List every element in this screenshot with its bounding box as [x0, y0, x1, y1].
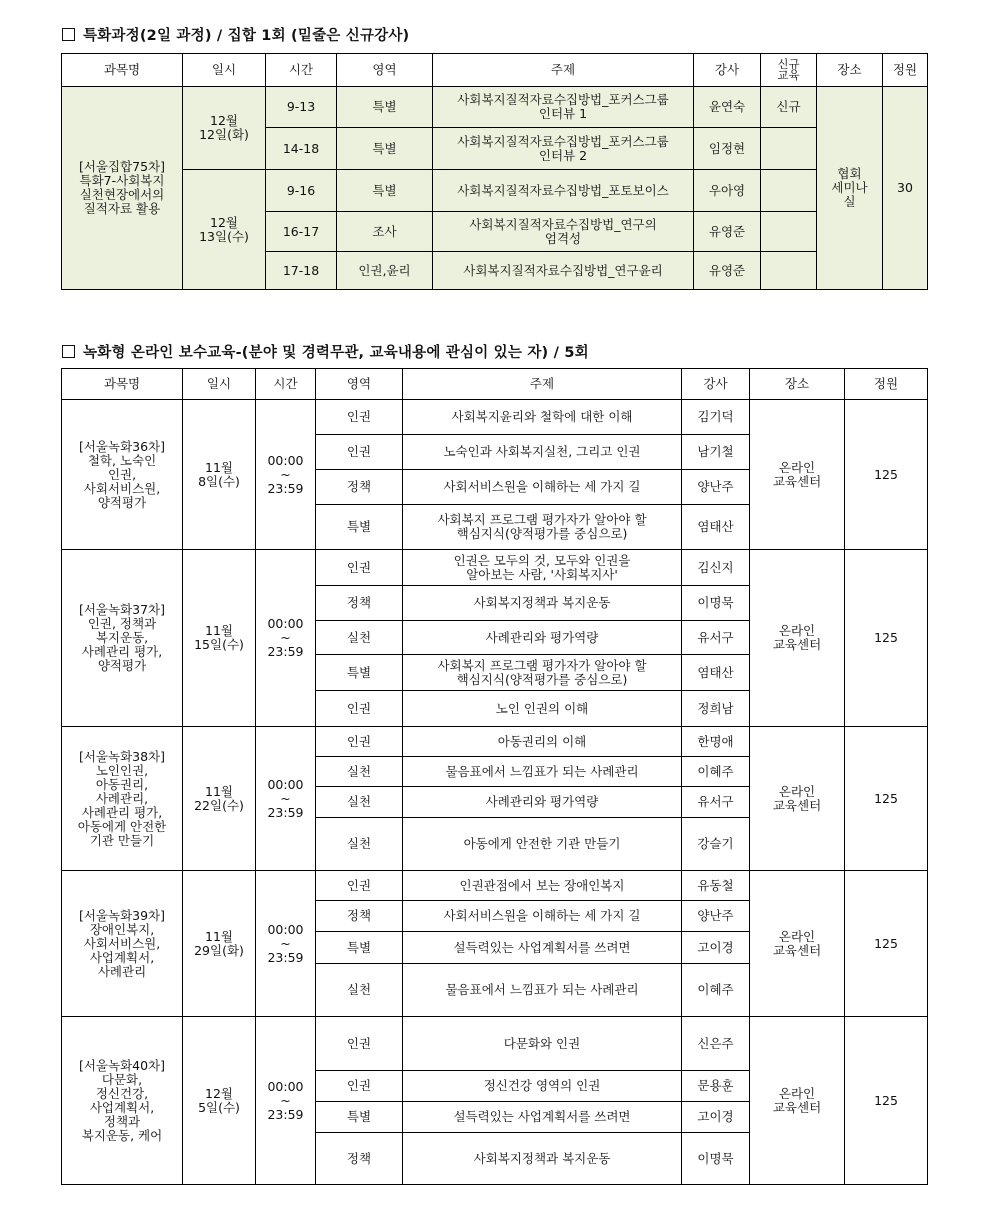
section2-title-text: 녹화형 온라인 보수교육-(분야 및 경력무관, 교육내용에 관심이 있는 자) / 5회 [83, 345, 589, 361]
place-cell: 온라인 교육센터 [750, 871, 845, 1017]
area-cell: 정책 [316, 470, 403, 505]
topic-cell: 사례관리와 평가역량 [403, 621, 682, 655]
topic-cell: 사회복지질적자료수집방법_포커스그룹 인터뷰 1 [433, 87, 694, 128]
special-course-table [61, 53, 928, 290]
time-cell: 16-17 [266, 212, 337, 252]
new-cell [761, 252, 817, 290]
header-new: 신규 교육 [761, 54, 817, 87]
place-cell: 온라인 교육센터 [750, 1017, 845, 1185]
new-cell [761, 170, 817, 212]
header-instructor: 강사 [682, 369, 750, 400]
area-cell: 조사 [337, 212, 433, 252]
place-cell: 온라인 교육센터 [750, 550, 845, 727]
area-cell: 특별 [337, 128, 433, 170]
topic-cell: 인권관점에서 보는 장애인복지 [403, 871, 682, 901]
area-cell: 인권,윤리 [337, 252, 433, 290]
section1-title-text: 특화과정(2일 과정) / 집합 1회 (밑줄은 신규강사) [83, 28, 410, 44]
topic-cell: 사회복지질적자료수집방법_연구윤리 [433, 252, 694, 290]
instructor-cell: 정희남 [682, 691, 750, 727]
topic-cell: 사회복지윤리와 철학에 대한 이해 [403, 400, 682, 435]
date-cell: 11월 15일(수) [183, 550, 256, 727]
course-name: [서울녹화40차] 다문화, 정신건강, 사업계획서, 정책과 복지운동, 케어 [62, 1017, 183, 1185]
topic-cell: 사회복지질적자료수집방법_포토보이스 [433, 170, 694, 212]
table-row [62, 170, 928, 212]
area-cell: 실천 [316, 964, 403, 1017]
area-cell: 특별 [316, 1102, 403, 1133]
topic-cell: 사회서비스원을 이해하는 세 가지 길 [403, 901, 682, 932]
area-cell: 실천 [316, 621, 403, 655]
table-row [62, 871, 928, 901]
checkbox-icon [62, 345, 75, 358]
instructor-cell: 유영준 [694, 252, 761, 290]
header-topic: 주제 [403, 369, 682, 400]
area-cell: 인권 [316, 727, 403, 757]
time-cell: 00:00 ~ 23:59 [256, 400, 316, 550]
date-cell: 12월 12일(화) [183, 87, 266, 170]
topic-cell: 설득력있는 사업계획서를 쓰려면 [403, 1102, 682, 1133]
instructor-cell: 염태산 [682, 655, 750, 691]
date-cell: 11월 8일(수) [183, 400, 256, 550]
time-cell: 00:00 ~ 23:59 [256, 727, 316, 871]
topic-cell: 정신건강 영역의 인권 [403, 1071, 682, 1102]
area-cell: 인권 [316, 1017, 403, 1071]
topic-cell: 사회복지정책과 복지운동 [403, 1133, 682, 1185]
area-cell: 인권 [316, 435, 403, 470]
area-cell: 인권 [316, 400, 403, 435]
topic-cell: 사회복지 프로그램 평가자가 알아야 할 핵심지식(양적평가를 중심으로) [403, 655, 682, 691]
header-capacity: 정원 [883, 54, 928, 87]
instructor-cell: 유서구 [682, 787, 750, 818]
header-capacity: 정원 [845, 369, 928, 400]
new-cell [761, 128, 817, 170]
header-time: 시간 [256, 369, 316, 400]
header-course: 과목명 [62, 54, 183, 87]
instructor-cell: 이명묵 [682, 586, 750, 621]
header-place: 장소 [750, 369, 845, 400]
date-cell: 12월 5일(수) [183, 1017, 256, 1185]
new-cell [761, 212, 817, 252]
course-name: [서울집합75차] 특화7-사회복지 실천현장에서의 질적자료 활용 [62, 87, 183, 290]
topic-cell: 아동에게 안전한 기관 만들기 [403, 818, 682, 871]
topic-cell: 사회서비스원을 이해하는 세 가지 길 [403, 470, 682, 505]
time-cell: 14-18 [266, 128, 337, 170]
section2-title [62, 341, 589, 362]
instructor-cell: 이혜주 [682, 964, 750, 1017]
capacity-cell: 125 [845, 1017, 928, 1185]
topic-cell: 다문화와 인권 [403, 1017, 682, 1071]
place-cell: 온라인 교육센터 [750, 727, 845, 871]
capacity-cell: 125 [845, 550, 928, 727]
instructor-cell: 양난주 [682, 901, 750, 932]
header-time: 시간 [266, 54, 337, 87]
header-place: 장소 [817, 54, 883, 87]
instructor-cell: 이혜주 [682, 757, 750, 787]
place-cell: 온라인 교육센터 [750, 400, 845, 550]
area-cell: 인권 [316, 871, 403, 901]
instructor-cell: 유영준 [694, 212, 761, 252]
course-name: [서울녹화36차] 철학, 노숙인 인권, 사회서비스원, 양적평가 [62, 400, 183, 550]
time-cell: 00:00 ~ 23:59 [256, 550, 316, 727]
area-cell: 특별 [337, 170, 433, 212]
instructor-cell: 임정현 [694, 128, 761, 170]
header-topic: 주제 [433, 54, 694, 87]
header-course: 과목명 [62, 369, 183, 400]
area-cell: 실천 [316, 818, 403, 871]
capacity-cell: 125 [845, 727, 928, 871]
capacity-cell: 125 [845, 400, 928, 550]
area-cell: 정책 [316, 901, 403, 932]
instructor-cell: 신은주 [682, 1017, 750, 1071]
instructor-cell: 양난주 [682, 470, 750, 505]
instructor-cell: 김신지 [682, 550, 750, 586]
instructor-cell: 강슬기 [682, 818, 750, 871]
header-date: 일시 [183, 54, 266, 87]
course-name: [서울녹화38차] 노인인권, 아동권리, 사례관리, 사례관리 평가, 아동에게 안전한 기관 만들기 [62, 727, 183, 871]
time-cell: 9-13 [266, 87, 337, 128]
area-cell: 정책 [316, 586, 403, 621]
online-course-table [61, 368, 928, 1185]
topic-cell: 아동권리의 이해 [403, 727, 682, 757]
instructor-cell: 남기철 [682, 435, 750, 470]
time-cell: 00:00 ~ 23:59 [256, 871, 316, 1017]
instructor-cell: 윤연숙 [694, 87, 761, 128]
course-name: [서울녹화37차] 인권, 정책과 복지운동, 사례관리 평가, 양적평가 [62, 550, 183, 727]
topic-cell: 설득력있는 사업계획서를 쓰려면 [403, 932, 682, 964]
capacity-cell: 30 [883, 87, 928, 290]
topic-cell: 사회복지질적자료수집방법_포커스그룹 인터뷰 2 [433, 128, 694, 170]
area-cell: 특별 [316, 932, 403, 964]
topic-cell: 인권은 모두의 것, 모두와 인권을 알아보는 사람, '사회복지사' [403, 550, 682, 586]
header-date: 일시 [183, 369, 256, 400]
table-row [62, 1017, 928, 1071]
instructor-cell: 고이경 [682, 932, 750, 964]
time-cell: 00:00 ~ 23:59 [256, 1017, 316, 1185]
instructor-cell: 김기덕 [682, 400, 750, 435]
area-cell: 실천 [316, 757, 403, 787]
table-row [62, 400, 928, 435]
section1-title [62, 24, 409, 45]
instructor-cell: 유서구 [682, 621, 750, 655]
date-cell: 12월 13일(수) [183, 170, 266, 290]
new-cell: 신규 [761, 87, 817, 128]
topic-cell: 물음표에서 느낌표가 되는 사례관리 [403, 757, 682, 787]
header-instructor: 강사 [694, 54, 761, 87]
topic-cell: 물음표에서 느낌표가 되는 사례관리 [403, 964, 682, 1017]
instructor-cell: 우아영 [694, 170, 761, 212]
topic-cell: 사례관리와 평가역량 [403, 787, 682, 818]
instructor-cell: 이명묵 [682, 1133, 750, 1185]
instructor-cell: 문용훈 [682, 1071, 750, 1102]
area-cell: 실천 [316, 787, 403, 818]
instructor-cell: 유동철 [682, 871, 750, 901]
area-cell: 인권 [316, 691, 403, 727]
course-name: [서울녹화39차] 장애인복지, 사회서비스원, 사업계획서, 사례관리 [62, 871, 183, 1017]
area-cell: 특별 [316, 505, 403, 550]
capacity-cell: 125 [845, 871, 928, 1017]
area-cell: 정책 [316, 1133, 403, 1185]
area-cell: 인권 [316, 1071, 403, 1102]
topic-cell: 노숙인과 사회복지실천, 그리고 인권 [403, 435, 682, 470]
area-cell: 인권 [316, 550, 403, 586]
header-area: 영역 [337, 54, 433, 87]
topic-cell: 사회복지질적자료수집방법_연구의 엄격성 [433, 212, 694, 252]
table-row [62, 550, 928, 586]
topic-cell: 사회복지정책과 복지운동 [403, 586, 682, 621]
topic-cell: 노인 인권의 이해 [403, 691, 682, 727]
instructor-cell: 고이경 [682, 1102, 750, 1133]
date-cell: 11월 22일(수) [183, 727, 256, 871]
place-cell: 협회 세미나 실 [817, 87, 883, 290]
area-cell: 특별 [337, 87, 433, 128]
checkbox-icon [62, 28, 75, 41]
time-cell: 17-18 [266, 252, 337, 290]
date-cell: 11월 29일(화) [183, 871, 256, 1017]
instructor-cell: 염태산 [682, 505, 750, 550]
instructor-cell: 한명애 [682, 727, 750, 757]
topic-cell: 사회복지 프로그램 평가자가 알아야 할 핵심지식(양적평가를 중심으로) [403, 505, 682, 550]
time-cell: 9-16 [266, 170, 337, 212]
area-cell: 특별 [316, 655, 403, 691]
header-area: 영역 [316, 369, 403, 400]
table-row [62, 87, 928, 128]
table-row [62, 727, 928, 757]
